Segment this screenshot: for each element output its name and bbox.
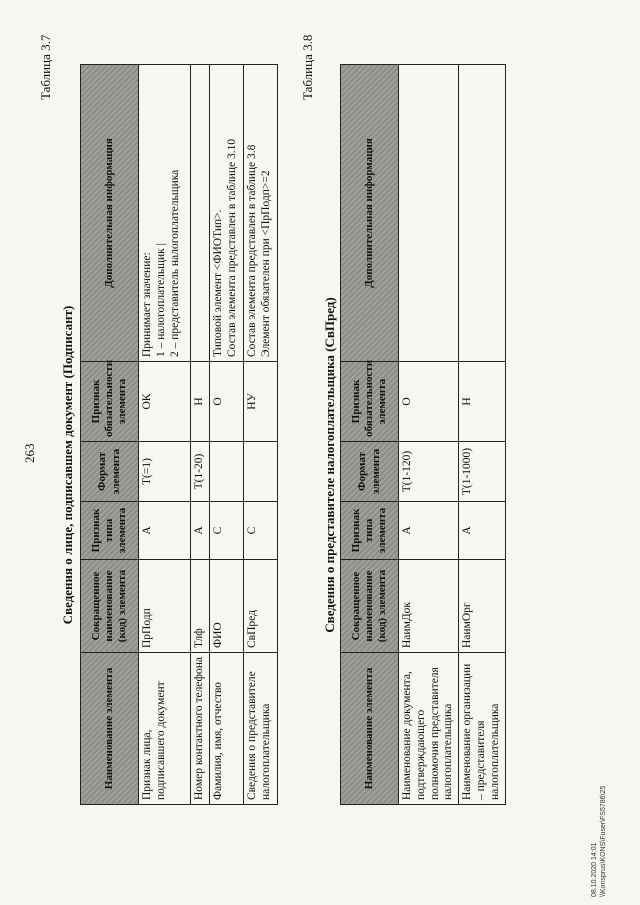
footer-stamp <box>590 786 608 897</box>
cell-code: НаимДок <box>399 560 459 653</box>
cell-req: ОК <box>139 362 191 442</box>
table-3-7 <box>80 64 278 805</box>
cell-format: Т(1-20) <box>191 442 210 502</box>
header-cell: Сокращенное наименование (код) элемента <box>81 560 139 653</box>
table-3-7-title: Сведения о лице, подписавшем документ (Подписант) <box>60 305 75 625</box>
cell-code: ПрПодп <box>139 560 191 653</box>
header-cell: Признак типа элемента <box>341 502 399 560</box>
cell-info <box>243 65 277 362</box>
cell-req: О <box>399 362 459 442</box>
cell-type: А <box>459 502 505 560</box>
table-row <box>459 65 505 805</box>
header-cell: Формат элемента <box>341 442 399 502</box>
cell-format <box>209 442 243 502</box>
header-cell: Дополнительная информация <box>341 65 399 362</box>
cell-type: А <box>399 502 459 560</box>
table-header-row <box>81 65 139 805</box>
cell-name: Наименование организации – представителя налогоплательщика <box>459 653 505 805</box>
info-line: Принимает значение: <box>141 252 153 357</box>
header-cell: Сокращенное наименование (код) элемента <box>341 560 399 653</box>
page-number: 263 <box>22 443 37 463</box>
table-row <box>243 65 277 805</box>
cell-code: НаимОрг <box>459 560 505 653</box>
cell-format: Т(1-120) <box>399 442 459 502</box>
info-line: 1 – налогоплательщик | <box>154 243 167 357</box>
info-line: Элемент обязателен при <ПрПодп>=2 <box>259 170 272 357</box>
cell-req: НУ <box>243 362 277 442</box>
table-row <box>191 65 210 805</box>
cell-req: Н <box>459 362 505 442</box>
cell-code: Тлф <box>191 560 210 653</box>
cell-format: Т(=1) <box>139 442 191 502</box>
cell-name: Сведения о представителе налогоплательщика <box>243 653 277 805</box>
table-3-8-label: Таблица 3.8 <box>300 34 315 100</box>
cell-info <box>139 65 191 362</box>
info-line: Типовой элемент <ФИОТип>. <box>211 209 224 357</box>
table-3-8-title: Сведения о представителе налогоплательщика (СвПред) <box>322 297 337 633</box>
header-cell: Признак обязательности элемента <box>341 362 399 442</box>
header-cell: Дополнительная информация <box>81 65 139 362</box>
cell-type: А <box>191 502 210 560</box>
cell-name: Наименование документа, подтверждающего полномочия представителя налогоплательщика <box>399 653 459 805</box>
info-line: Состав элемента представлен в таблице 3.8 <box>245 144 258 357</box>
cell-name: Признак лица, подписавшего документ <box>139 653 191 805</box>
cell-name: Номер контактного телефона <box>191 653 210 805</box>
cell-name: Фамилия, имя, отчество <box>209 653 243 805</box>
table-row <box>209 65 243 805</box>
header-cell: Признак типа элемента <box>81 502 139 560</box>
cell-req: О <box>209 362 243 442</box>
cell-format: Т(1-1000) <box>459 442 505 502</box>
cell-info <box>459 65 505 362</box>
table-3-7-label: Таблица 3.7 <box>38 34 53 100</box>
info-line: Состав элемента представлен в таблице 3.10 <box>225 138 238 357</box>
cell-type: А <box>139 502 191 560</box>
header-cell: Наименование элемента <box>341 653 399 805</box>
cell-format <box>243 442 277 502</box>
cell-info <box>209 65 243 362</box>
footer-date: 08.10.2020 14:01 <box>591 842 598 897</box>
table-row <box>399 65 459 805</box>
table-3-8 <box>340 64 506 805</box>
footer-path: \\Konsprus\KONS\Fuser\FS5786\25 <box>600 785 608 897</box>
table-row <box>139 65 191 805</box>
table-header-row <box>341 65 399 805</box>
cell-type: С <box>209 502 243 560</box>
header-cell: Наименование элемента <box>81 653 139 805</box>
header-cell: Признак обязательности элемента <box>81 362 139 442</box>
cell-code: ФИО <box>209 560 243 653</box>
cell-code: СвПред <box>243 560 277 653</box>
header-cell: Формат элемента <box>81 442 139 502</box>
cell-req: Н <box>191 362 210 442</box>
info-line: 2 – представитель налогоплательщика <box>168 169 181 357</box>
cell-info <box>399 65 459 362</box>
cell-type: С <box>243 502 277 560</box>
cell-info <box>191 65 210 362</box>
